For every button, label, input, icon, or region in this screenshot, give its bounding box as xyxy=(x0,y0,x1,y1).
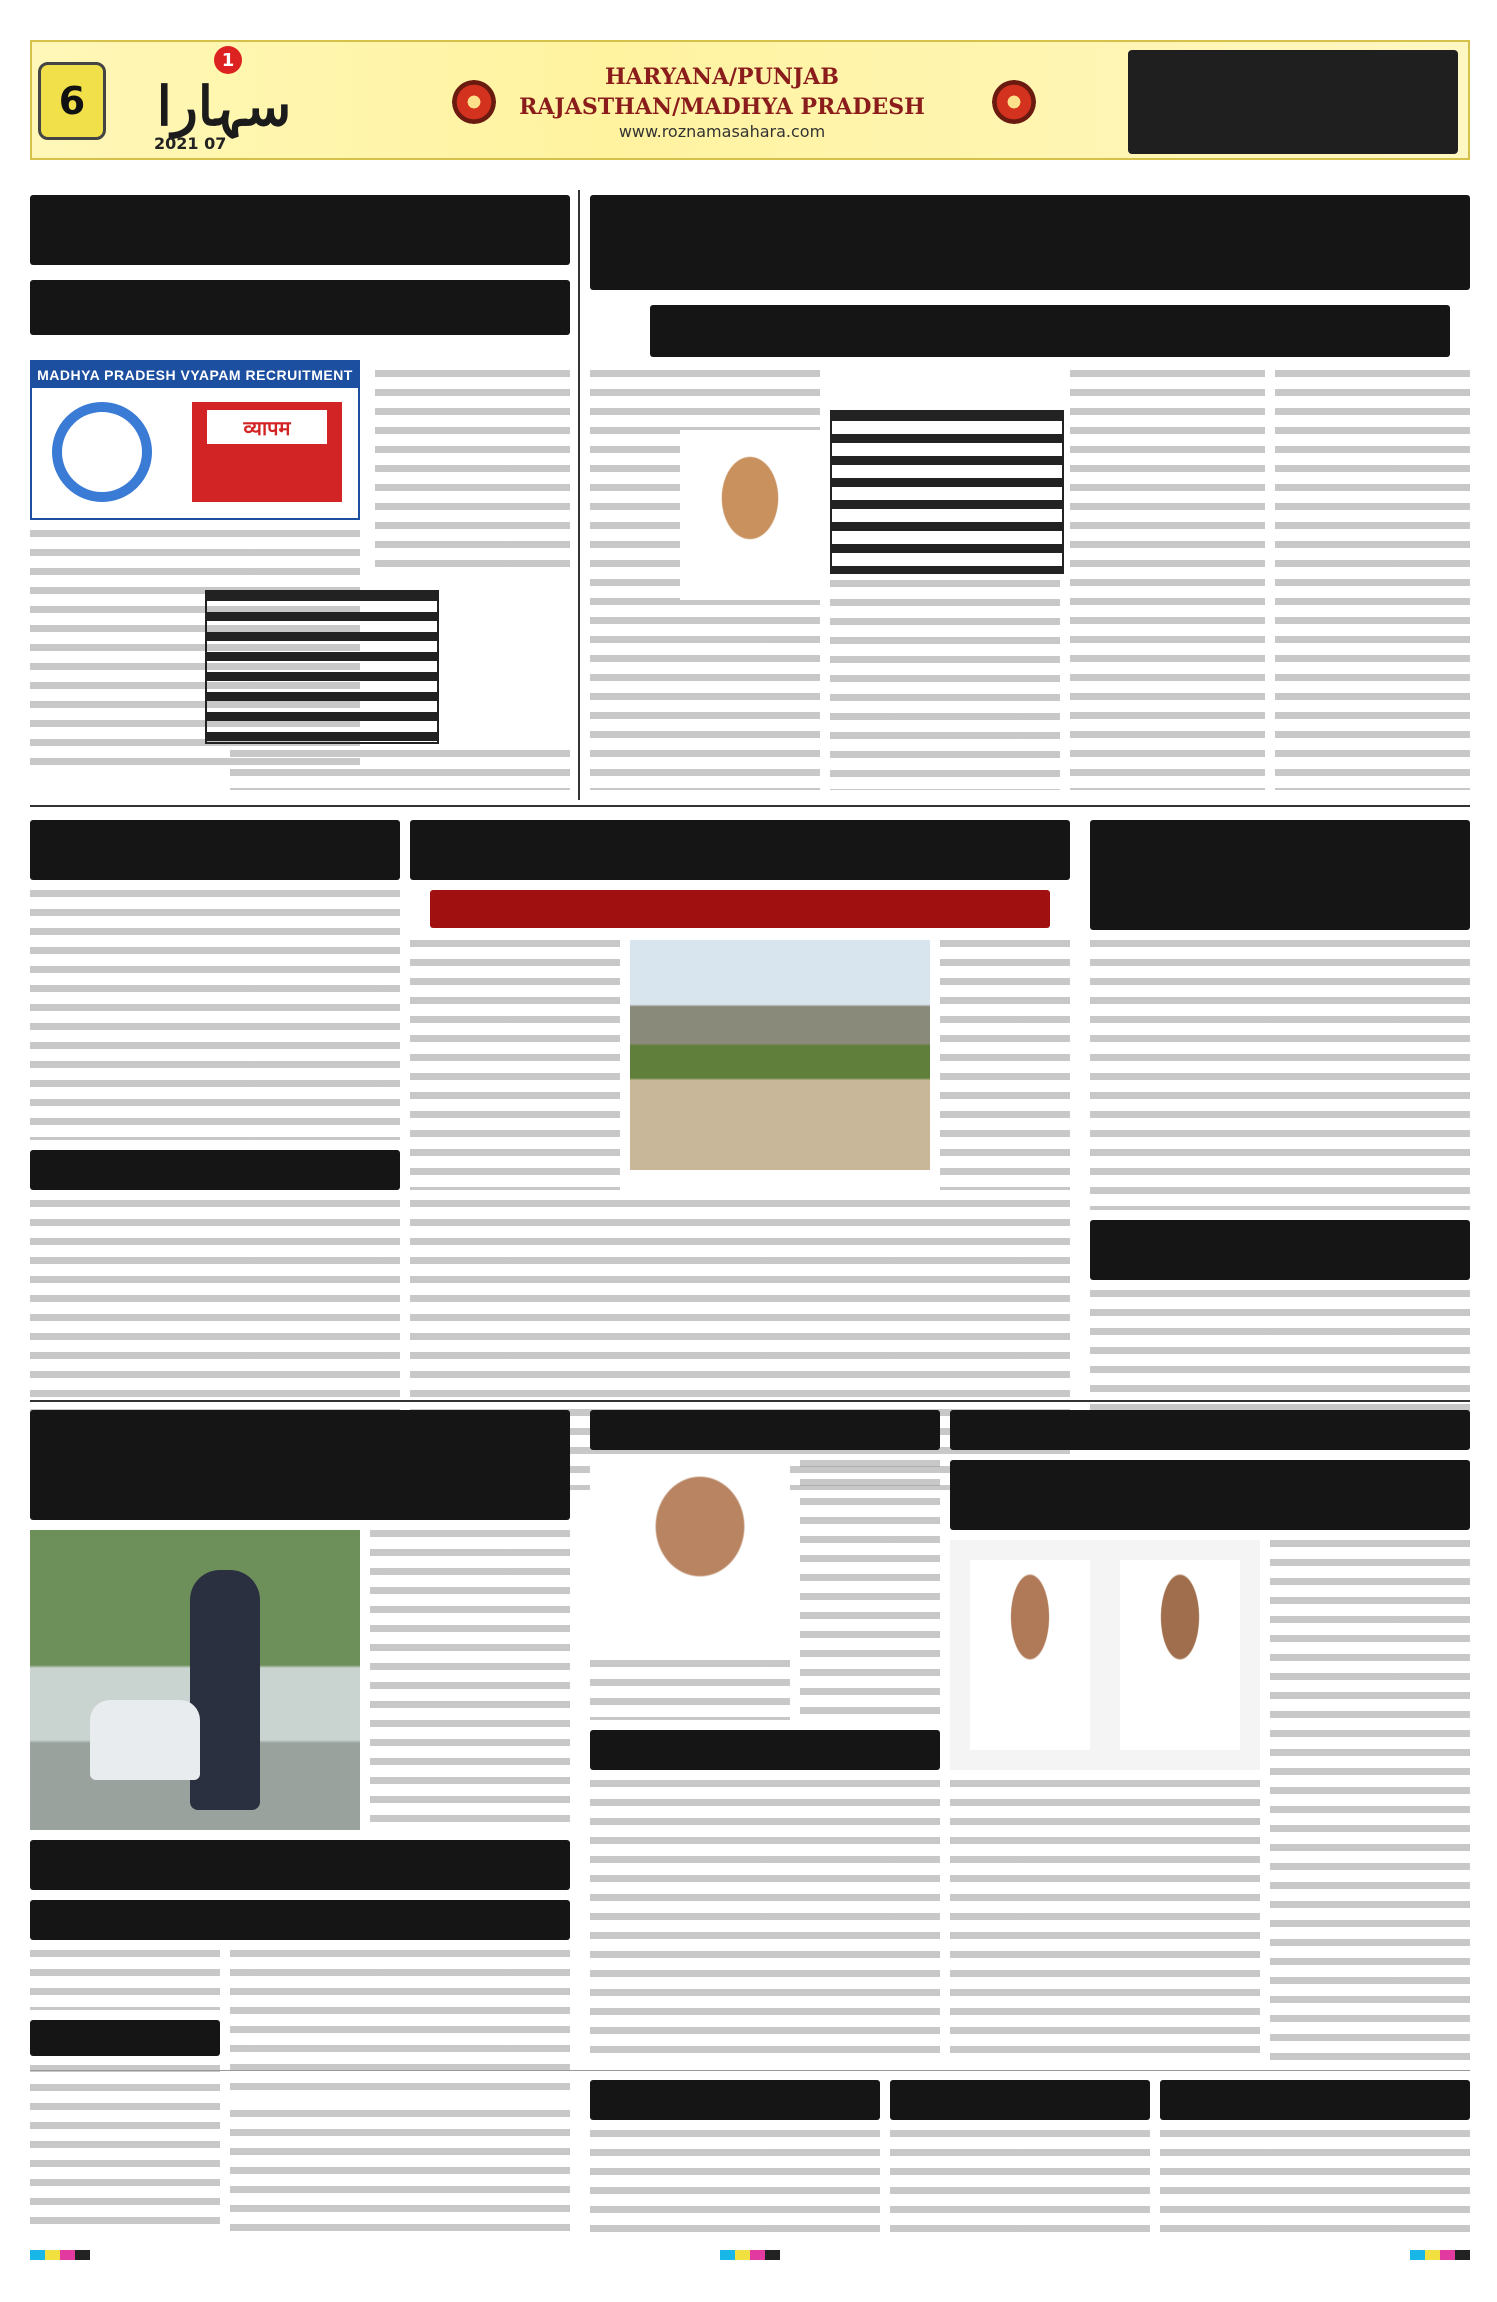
vyapam-subheadline xyxy=(30,280,570,335)
cash-help-story xyxy=(1160,2130,1470,2240)
section-rule-3 xyxy=(30,2070,1470,2071)
journalist-death-story xyxy=(590,1780,940,2060)
issue-date: 2021 07 xyxy=(154,134,227,153)
tractor-headline xyxy=(410,820,1070,880)
suicide-story-col1 xyxy=(230,1950,570,2100)
tractor-subheadline xyxy=(430,890,1050,928)
main-subheadline xyxy=(650,305,1450,357)
sentence-story xyxy=(30,2065,220,2235)
weather-headline xyxy=(30,1150,400,1190)
vyapam-story-col3 xyxy=(230,750,570,790)
newspaper-logo xyxy=(114,49,334,153)
sentence-headline xyxy=(30,2020,220,2056)
sentence-story-extra xyxy=(230,2110,570,2240)
suicide-headline xyxy=(30,1840,570,1890)
logo-one-badge: 1 xyxy=(214,46,242,74)
vyapam-word: व्यापम xyxy=(207,410,327,444)
bike-rally-story xyxy=(1090,940,1470,1210)
punjab-story-col2 xyxy=(950,1780,1260,2060)
inflation-story-col2 xyxy=(590,1660,790,1720)
region-urdu-banner xyxy=(1128,50,1458,154)
column-rule xyxy=(578,190,580,800)
registration-strip-left xyxy=(30,2250,90,2260)
inflation-headline xyxy=(590,1410,940,1450)
registration-strip-center xyxy=(720,2250,780,2260)
newspaper-page xyxy=(30,30,1470,2280)
main-story-pullquote xyxy=(830,410,1064,574)
flower-ornament-left xyxy=(452,80,496,124)
politician-portrait xyxy=(680,430,820,600)
vyapam-logo-image xyxy=(30,360,360,520)
main-story-col2 xyxy=(1070,370,1265,790)
lady-constable-photo xyxy=(30,1530,360,1830)
tractor-protest-photo xyxy=(630,940,930,1170)
corona-report-story xyxy=(30,890,400,1140)
sugar-mill-headline xyxy=(590,2080,880,2120)
lady-constable-story xyxy=(370,1530,570,1830)
region-line-2: RAJASTHAN/MADHYA PRADESH xyxy=(519,94,925,120)
vyapam-story-col1 xyxy=(375,370,570,570)
sugar-mill-story xyxy=(590,2130,880,2240)
cash-help-headline xyxy=(1160,2080,1470,2120)
bike-rally-headline xyxy=(1090,820,1470,930)
vyapam-banner: MADHYA PRADESH VYAPAM RECRUITMENT xyxy=(32,362,358,388)
region-line-1: HARYANA/PUNJAB xyxy=(605,64,839,90)
corona-report-headline xyxy=(30,820,400,880)
main-story-col3 xyxy=(830,580,1060,790)
masthead xyxy=(30,40,1470,160)
assembly-committee-headline xyxy=(950,1410,1470,1450)
punjab-story-col1 xyxy=(1270,1540,1470,2060)
main-story-col1 xyxy=(1275,370,1470,790)
page-number: 6 xyxy=(38,62,106,140)
journalist-death-headline xyxy=(590,1730,940,1770)
suicide-story-col2 xyxy=(30,1950,220,2010)
punjab-haryana-headline xyxy=(950,1460,1470,1530)
road-accident-story xyxy=(890,2130,1150,2240)
main-headline xyxy=(590,195,1470,290)
lady-constable-headline xyxy=(30,1410,570,1520)
tractor-story-col4 xyxy=(410,940,620,1190)
activist-photo xyxy=(950,1540,1260,1770)
section-rule-1 xyxy=(30,805,1470,807)
vyapam-circle-mark xyxy=(52,402,152,502)
loan-headline xyxy=(1090,1220,1470,1280)
flower-ornament-right xyxy=(992,80,1036,124)
tractor-story-col1 xyxy=(940,940,1070,1190)
suicide-subheadline xyxy=(30,1900,570,1940)
chief-minister-photo xyxy=(590,1460,790,1650)
logo-wordmark: سہارا xyxy=(156,74,292,138)
registration-strip-right xyxy=(1410,2250,1470,2260)
vyapam-headline xyxy=(30,195,570,265)
road-accident-headline xyxy=(890,2080,1150,2120)
inflation-story-col1 xyxy=(800,1460,940,1720)
region-english xyxy=(512,62,932,141)
section-rule-2 xyxy=(30,1400,1470,1402)
website-url[interactable]: www.roznamasahara.com xyxy=(618,122,826,141)
